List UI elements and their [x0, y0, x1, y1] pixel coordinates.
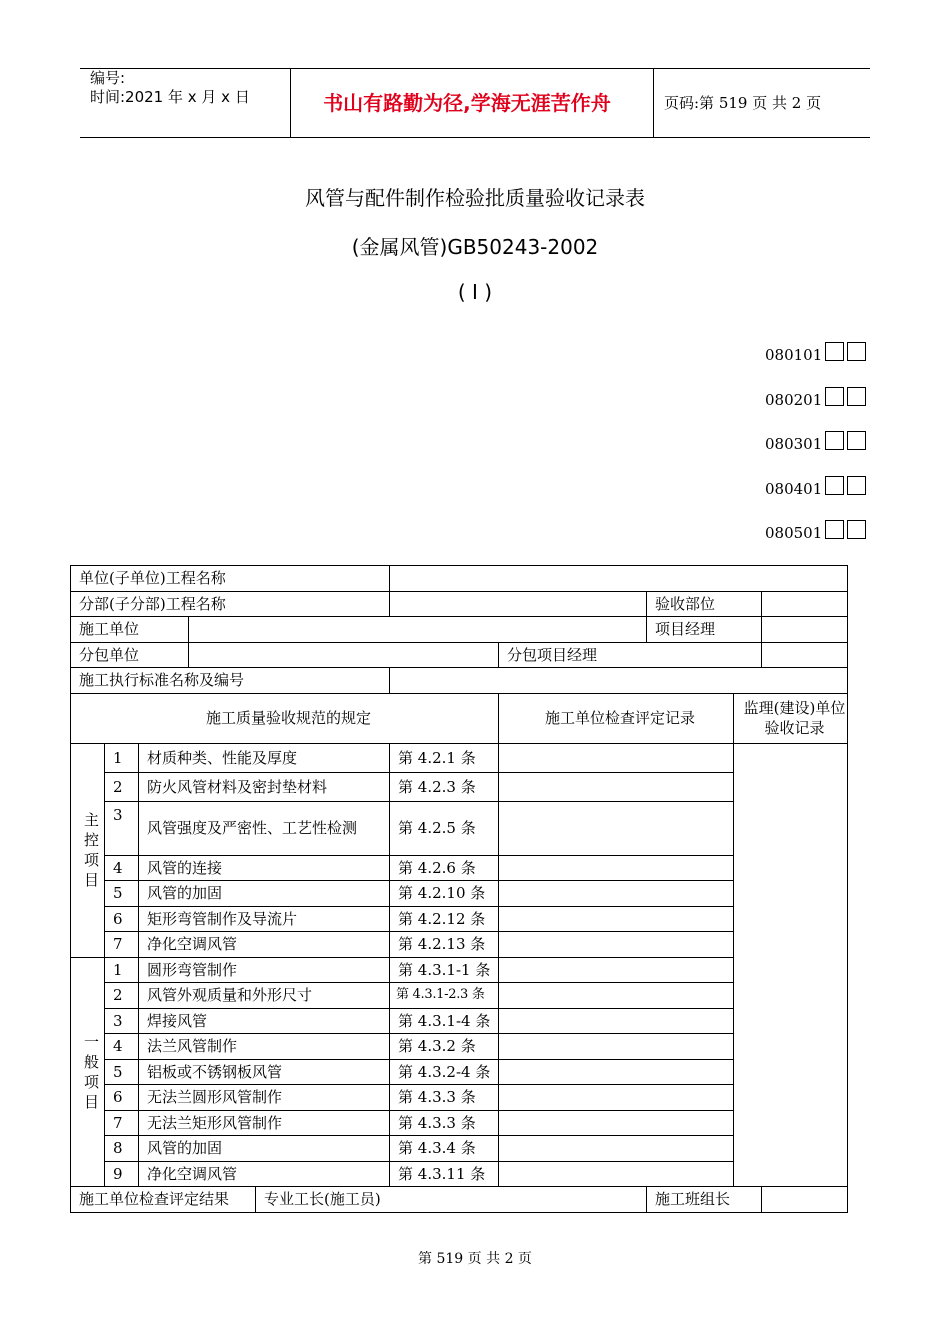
checkbox[interactable]	[847, 431, 866, 450]
item-clause: 第 4.3.3 条	[390, 1085, 499, 1111]
item-clause: 第 4.3.1-2.3 条	[390, 983, 499, 1009]
checkbox[interactable]	[847, 476, 866, 495]
item-no: 2	[105, 772, 139, 801]
check-record[interactable]	[499, 1059, 734, 1085]
item-no: 6	[105, 1085, 139, 1111]
table-row	[71, 642, 848, 668]
item-clause: 第 4.2.3 条	[390, 772, 499, 801]
construction-unit-label: 施工单位	[71, 617, 189, 643]
code-row: 080201	[765, 387, 866, 432]
code-row: 080401	[765, 476, 866, 521]
team-leader-value[interactable]	[762, 1187, 848, 1213]
table-row	[71, 1161, 848, 1187]
item-clause: 第 4.2.13 条	[390, 932, 499, 958]
project-manager-value[interactable]	[762, 617, 848, 643]
table-row	[71, 566, 848, 592]
item-no: 1	[105, 743, 139, 772]
check-header: 施工单位检查评定记录	[499, 693, 734, 743]
check-record[interactable]	[499, 881, 734, 907]
table-header-row	[71, 693, 848, 743]
item-no: 3	[105, 1008, 139, 1034]
item-name: 无法兰矩形风管制作	[139, 1110, 390, 1136]
supervisor-header: 监理(建设)单位验收记录	[734, 693, 848, 743]
checkbox[interactable]	[825, 520, 844, 539]
page-footer: 第 519 页 共 2 页	[418, 1251, 532, 1267]
table-row	[71, 1187, 848, 1213]
unit-project-value[interactable]	[390, 566, 848, 592]
item-name: 材质种类、性能及厚度	[139, 743, 390, 772]
item-no: 1	[105, 957, 139, 983]
code-row: 080501	[765, 520, 866, 565]
table-row	[71, 932, 848, 958]
check-record[interactable]	[499, 1085, 734, 1111]
item-clause: 第 4.3.2-4 条	[390, 1059, 499, 1085]
item-name: 防火风管材料及密封垫材料	[139, 772, 390, 801]
item-name: 法兰风管制作	[139, 1034, 390, 1060]
checkbox[interactable]	[825, 476, 844, 495]
item-clause: 第 4.2.12 条	[390, 906, 499, 932]
result-label: 施工单位检查评定结果	[71, 1187, 256, 1213]
number-label: 编号:	[90, 69, 126, 87]
subcontract-unit-value[interactable]	[189, 642, 499, 668]
item-clause: 第 4.3.4 条	[390, 1136, 499, 1162]
team-leader-label: 施工班组长	[647, 1187, 762, 1213]
table-row	[71, 881, 848, 907]
accept-location-value[interactable]	[762, 591, 848, 617]
table-row	[71, 906, 848, 932]
check-record[interactable]	[499, 1161, 734, 1187]
item-no: 2	[105, 983, 139, 1009]
item-no: 8	[105, 1136, 139, 1162]
construction-unit-value[interactable]	[189, 617, 647, 643]
check-record[interactable]	[499, 1008, 734, 1034]
check-record[interactable]	[499, 983, 734, 1009]
checkbox[interactable]	[847, 342, 866, 361]
table-row	[71, 801, 848, 855]
check-record[interactable]	[499, 855, 734, 881]
table-row	[71, 1059, 848, 1085]
check-record[interactable]	[499, 932, 734, 958]
code-row: 080101	[765, 342, 866, 387]
item-name: 净化空调风管	[139, 1161, 390, 1187]
checkbox[interactable]	[847, 520, 866, 539]
unit-project-label: 单位(子单位)工程名称	[71, 566, 390, 592]
item-name: 无法兰圆形风管制作	[139, 1085, 390, 1111]
check-record[interactable]	[499, 957, 734, 983]
item-clause: 第 4.3.2 条	[390, 1034, 499, 1060]
table-row	[71, 1136, 848, 1162]
subcontract-manager-value[interactable]	[762, 642, 848, 668]
item-clause: 第 4.2.6 条	[390, 855, 499, 881]
check-record[interactable]	[499, 1136, 734, 1162]
item-clause: 第 4.2.10 条	[390, 881, 499, 907]
item-clause: 第 4.3.3 条	[390, 1110, 499, 1136]
main-group-label: 主控项目	[71, 743, 105, 957]
item-clause: 第 4.2.5 条	[390, 801, 499, 855]
item-no: 6	[105, 906, 139, 932]
sub-project-label: 分部(子分部)工程名称	[71, 591, 390, 617]
item-name: 焊接风管	[139, 1008, 390, 1034]
header-slogan: 书山有路勤为径,学海无涯苦作舟	[281, 69, 654, 137]
item-name: 圆形弯管制作	[139, 957, 390, 983]
table-row	[71, 1034, 848, 1060]
general-group-label: 一般项目	[71, 957, 105, 1187]
check-record[interactable]	[499, 801, 734, 855]
table-row	[71, 743, 848, 772]
doc-roman: ( Ⅰ )	[457, 280, 493, 304]
accept-location-label: 验收部位	[647, 591, 762, 617]
table-row	[71, 855, 848, 881]
item-clause: 第 4.3.1-4 条	[390, 1008, 499, 1034]
code-list	[765, 342, 866, 565]
code-row: 080301	[765, 431, 866, 476]
checkbox[interactable]	[847, 387, 866, 406]
project-manager-label: 项目经理	[647, 617, 762, 643]
spec-header: 施工质量验收规范的规定	[71, 693, 499, 743]
item-name: 风管的加固	[139, 881, 390, 907]
doc-title: 风管与配件制作检验批质量验收记录表	[305, 186, 645, 210]
table-row	[71, 957, 848, 983]
header-page-info: 页码:第 519 页 共 2 页	[664, 94, 822, 112]
check-record[interactable]	[499, 1034, 734, 1060]
item-clause: 第 4.3.1-1 条	[390, 957, 499, 983]
standard-value[interactable]	[390, 668, 848, 694]
item-name: 矩形弯管制作及导流片	[139, 906, 390, 932]
item-name: 风管的连接	[139, 855, 390, 881]
time-label: 时间:2021 年 x 月 x 日	[90, 88, 250, 106]
sub-project-value[interactable]	[390, 591, 647, 617]
check-record[interactable]	[499, 772, 734, 801]
inspection-table	[70, 565, 848, 1213]
checkbox[interactable]	[825, 431, 844, 450]
item-no: 3	[105, 801, 139, 855]
table-row	[71, 591, 848, 617]
table-row	[71, 1008, 848, 1034]
table-row	[71, 1110, 848, 1136]
item-clause: 第 4.3.11 条	[390, 1161, 499, 1187]
foreman-label: 专业工长(施工员)	[256, 1187, 647, 1213]
check-record[interactable]	[499, 906, 734, 932]
item-no: 4	[105, 855, 139, 881]
item-name: 风管强度及严密性、工艺性检测	[139, 801, 390, 855]
table-row	[71, 1085, 848, 1111]
item-no: 4	[105, 1034, 139, 1060]
item-name: 风管的加固	[139, 1136, 390, 1162]
subcontract-unit-label: 分包单位	[71, 642, 189, 668]
item-name: 净化空调风管	[139, 932, 390, 958]
table-row	[71, 617, 848, 643]
check-record[interactable]	[499, 743, 734, 772]
header-meta	[80, 69, 291, 137]
item-no: 5	[105, 881, 139, 907]
table-row	[71, 668, 848, 694]
item-clause: 第 4.2.1 条	[390, 743, 499, 772]
item-no: 9	[105, 1161, 139, 1187]
table-row	[71, 772, 848, 801]
item-name: 铝板或不锈钢板风管	[139, 1059, 390, 1085]
supervisor-record[interactable]	[734, 743, 848, 1187]
page-header	[80, 68, 870, 138]
item-no: 7	[105, 932, 139, 958]
item-no: 5	[105, 1059, 139, 1085]
subcontract-manager-label: 分包项目经理	[499, 642, 762, 668]
item-no: 7	[105, 1110, 139, 1136]
check-record[interactable]	[499, 1110, 734, 1136]
table-row	[71, 983, 848, 1009]
checkbox[interactable]	[825, 387, 844, 406]
standard-label: 施工执行标准名称及编号	[71, 668, 390, 694]
doc-subtitle: (金属风管)GB50243-2002	[351, 235, 599, 259]
checkbox[interactable]	[825, 342, 844, 361]
item-name: 风管外观质量和外形尺寸	[139, 983, 390, 1009]
